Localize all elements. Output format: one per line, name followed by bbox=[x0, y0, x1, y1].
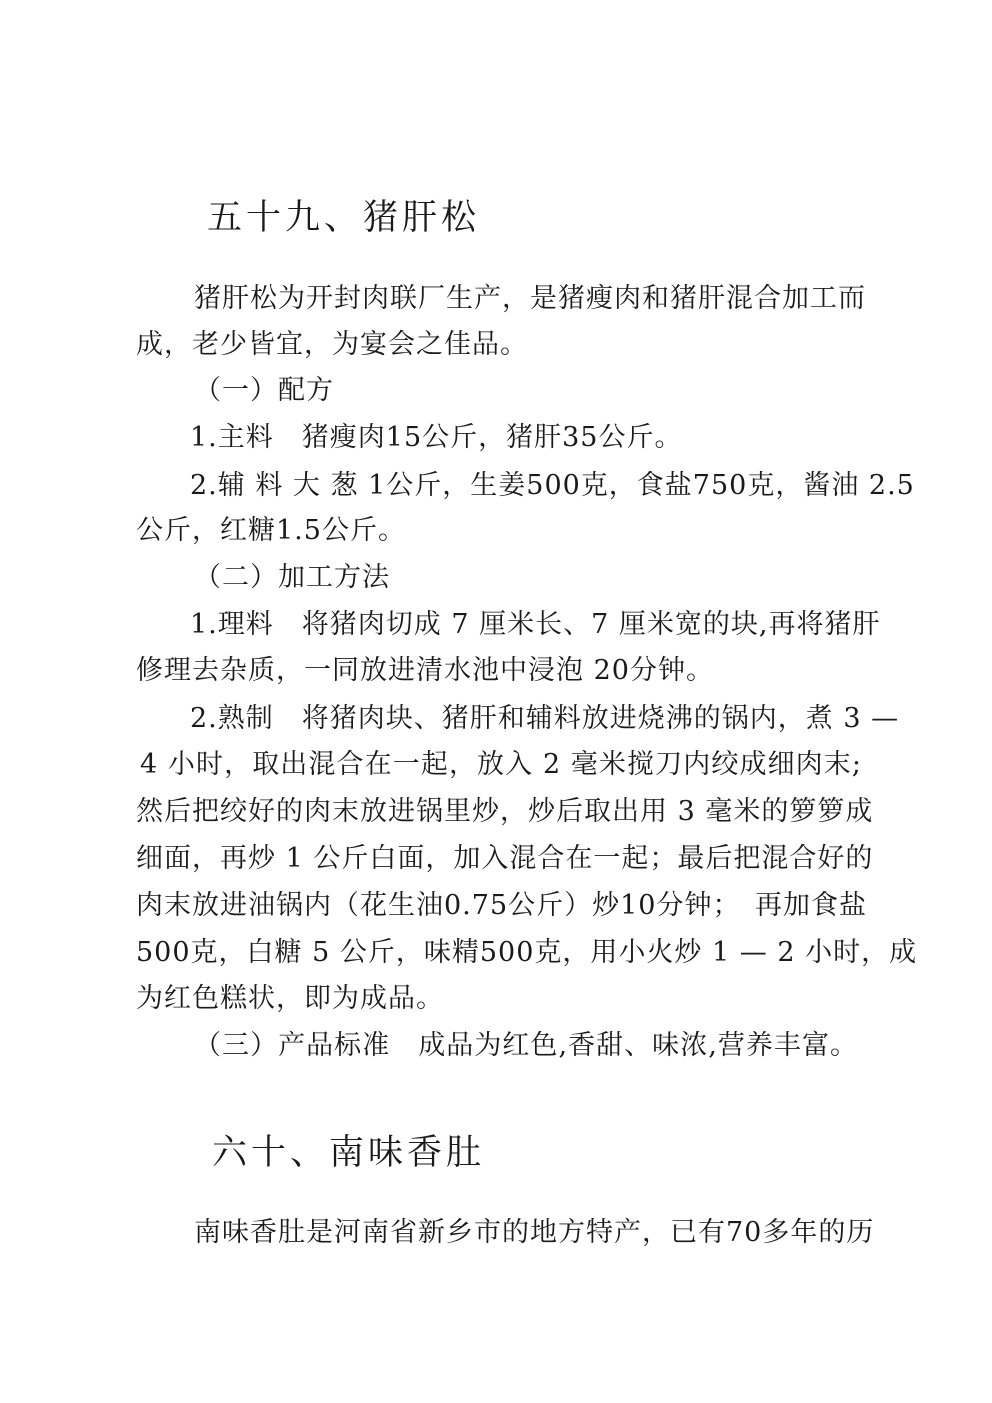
process-step-2-line-6: 500克，白糖 5 公斤，味精500克，用小火炒 1 — 2 小时，成 bbox=[136, 937, 918, 968]
process-step-1-line-1: 1.理料 将猪肉切成 7 厘米长、7 厘米宽的块,再将猪肝 bbox=[190, 609, 881, 640]
process-step-2-line-7: 为红色糕状，即为成品。 bbox=[136, 983, 444, 1014]
formula-item-main: 1.主料 猪瘦肉15公斤，猪肝35公斤。 bbox=[190, 422, 683, 453]
section-60-intro-line-1: 南味香肚是河南省新乡市的地方特产，已有70多年的历 bbox=[194, 1217, 875, 1248]
section-60-title: 六十、南味香肚 bbox=[212, 1133, 486, 1173]
process-step-2-line-5: 肉末放进油锅内（花生油0.75公斤）炒10分钟； 再加食盐 bbox=[136, 890, 867, 921]
section-59-intro-line-2: 成，老少皆宜，为宴会之佳品。 bbox=[136, 329, 528, 360]
product-standard-line: （三）产品标准 成品为红色,香甜、味浓,营养丰富。 bbox=[194, 1030, 858, 1061]
process-step-1-line-2: 修理去杂质，一同放进清水池中浸泡 20分钟。 bbox=[136, 655, 714, 686]
process-subtitle: （二）加工方法 bbox=[194, 562, 390, 593]
process-step-2-line-2: 4 小时，取出混合在一起，放入 2 毫米搅刀内绞成细肉末; bbox=[140, 749, 862, 780]
section-59-title: 五十九、猪肝松 bbox=[207, 198, 481, 238]
process-step-2-line-3: 然后把绞好的肉末放进锅里炒，炒后取出用 3 毫米的箩箩成 bbox=[136, 796, 874, 827]
process-step-2-line-4: 细面，再炒 1 公斤白面，加入混合在一起；最后把混合好的 bbox=[136, 843, 874, 874]
section-59-intro-line-1: 猪肝松为开封肉联厂生产，是猪瘦肉和猪肝混合加工而 bbox=[194, 283, 866, 314]
formula-item-auxiliary-line-2: 公斤，红糖1.5公斤。 bbox=[136, 515, 406, 546]
process-step-2-line-1: 2.熟制 将猪肉块、猪肝和辅料放进烧沸的锅内，煮 3 — bbox=[190, 703, 900, 734]
formula-item-auxiliary-line-1: 2.辅 料 大 葱 1公斤，生姜500克，食盐750克，酱油 2.5 bbox=[190, 470, 915, 501]
formula-subtitle: （一）配方 bbox=[194, 375, 334, 406]
